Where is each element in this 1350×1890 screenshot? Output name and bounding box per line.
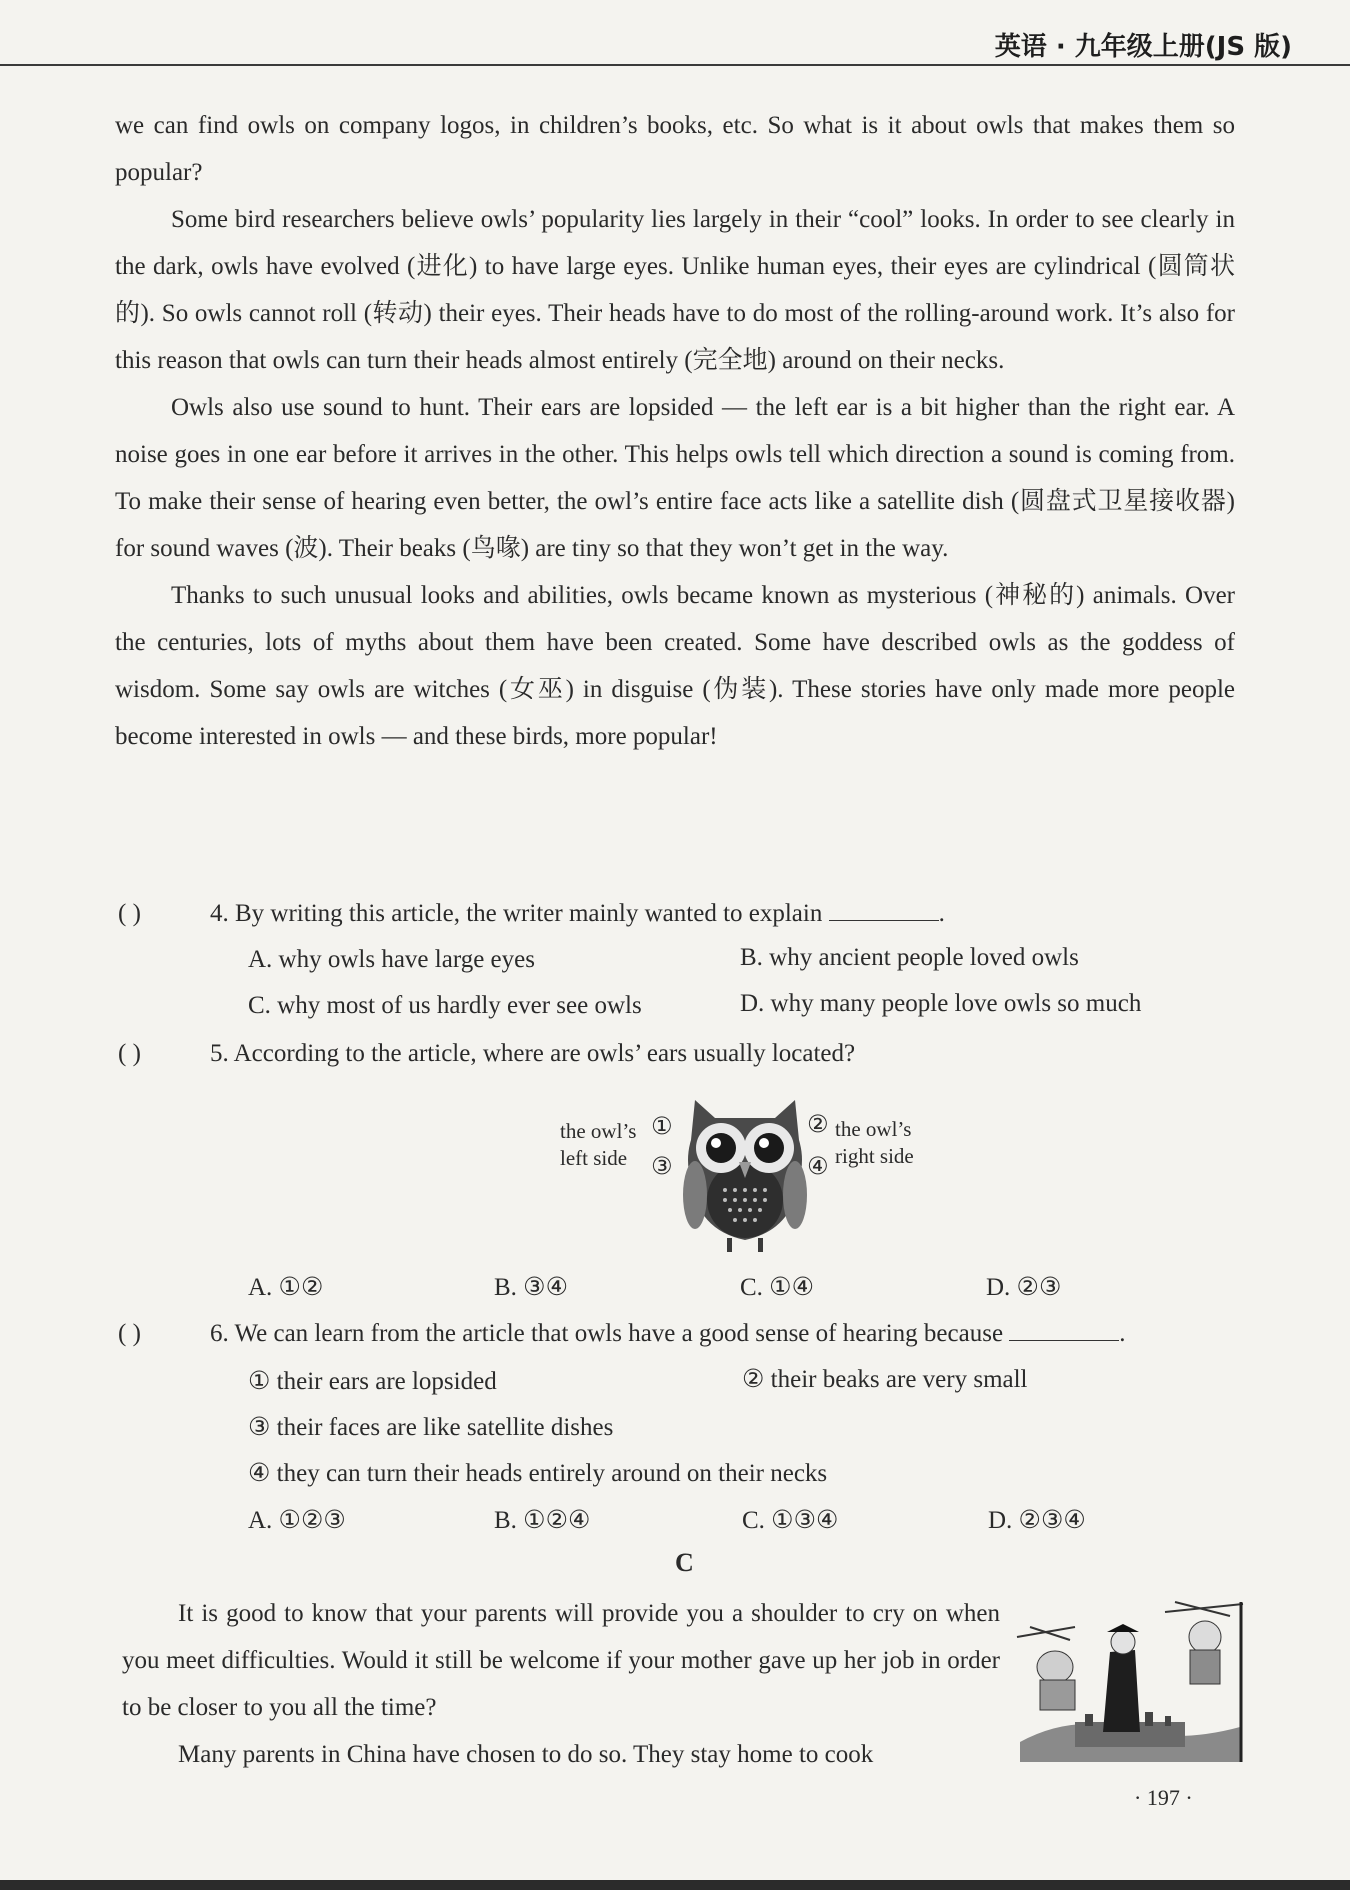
section-heading-c: C: [675, 1548, 694, 1577]
passage-paragraph: we can find owls on company logos, in children’s books, etc. So what is it about owls that makes them so popular?: [115, 112, 1235, 186]
question-stem: 6. We can learn from the article that owls have a good sense of hearing because: [210, 1320, 1004, 1347]
scan-edge: [0, 1880, 1350, 1890]
passage-paragraph: Some bird researchers believe owls’ popularity lies largely in their “cool” looks. In order to see clearly in the dark, owls have evolved (进化) to have large eyes. Unlike human eyes, their eyes are cylindrical (圆筒状的). So owls cannot roll (转动) their eyes. Their heads have to do most of the rolling-around work. It’s also for this reason that owls can turn their heads almost entirely (完全地) around on their necks.: [115, 206, 1235, 374]
question-5: [118, 1040, 1248, 1068]
answer-bracket[interactable]: ( ): [118, 900, 141, 927]
option-b: B. why ancient people loved owls: [740, 944, 1079, 971]
option-c: C. ①④: [740, 1274, 814, 1301]
label-line: left side: [560, 1146, 628, 1170]
passage-paragraph: Thanks to such unusual looks and abilities, owls became known as mysterious (神秘的) animals. Over the centuries, lots of myths about them have been created. Some have described owls as the goddess of wisdom. Some say owls are witches (女巫) in disguise (伪装). These stories have only made more people become interested in owls — and these birds, more popular!: [115, 582, 1235, 750]
helicopter-parents-illustration: [1015, 1592, 1245, 1762]
option-d: D. ②③④: [988, 1507, 1086, 1534]
marker-2: ②: [807, 1110, 829, 1138]
marker-3: ③: [651, 1152, 673, 1180]
statement-3: ③ their faces are like satellite dishes: [248, 1414, 614, 1441]
label-line: the owl’s: [835, 1117, 912, 1141]
answer-blank[interactable]: [829, 898, 939, 921]
label-line: the owl’s: [560, 1119, 637, 1143]
question-stem: 5. According to the article, where are owls’ ears usually located?: [210, 1040, 856, 1067]
page-number: · 197 ·: [1134, 1785, 1193, 1810]
option-c: C. why most of us hardly ever see owls: [248, 992, 642, 1019]
option-c: C. ①③④: [742, 1507, 839, 1534]
passage-paragraph: It is good to know that your parents will provide you a shoulder to cry on when you meet difficulties. Would it still be welcome if your mother gave up her job in order to be closer to you all the time?: [122, 1600, 1000, 1721]
option-a: A. ①②: [248, 1274, 324, 1301]
passage-c: [122, 1590, 1000, 1778]
answer-blank[interactable]: [1009, 1318, 1119, 1341]
passage-paragraph: Many parents in China have chosen to do so. They stay home to cook: [178, 1741, 874, 1768]
left-side-label: [560, 1118, 636, 1172]
option-a: A. why owls have large eyes: [248, 946, 535, 973]
question-6: [118, 1318, 1248, 1348]
option-b: B. ①②④: [494, 1507, 591, 1534]
header-rule: [0, 64, 1350, 66]
label-line: right side: [835, 1144, 914, 1168]
page-header-title: 英语 · 九年级上册(JS 版): [994, 32, 1292, 62]
right-side-label: [835, 1116, 914, 1170]
answer-bracket[interactable]: ( ): [118, 1320, 141, 1347]
option-b: B. ③④: [494, 1274, 568, 1301]
marker-1: ①: [651, 1112, 673, 1140]
answer-bracket[interactable]: ( ): [118, 1040, 141, 1067]
question-stem: 4. By writing this article, the writer mainly wanted to explain: [210, 900, 823, 927]
option-d: D. ②③: [986, 1274, 1062, 1301]
owl-icon: [675, 1090, 815, 1260]
marker-4: ④: [807, 1152, 829, 1180]
statement-1: ① their ears are lopsided: [248, 1368, 497, 1395]
option-d: D. why many people love owls so much: [740, 990, 1142, 1017]
statement-4: ④ they can turn their heads entirely around on their necks: [248, 1460, 828, 1487]
statement-2: ② their beaks are very small: [742, 1366, 1028, 1393]
passage-b: [115, 102, 1235, 760]
passage-paragraph: Owls also use sound to hunt. Their ears are lopsided — the left ear is a bit higher than the right ear. A noise goes in one ear before it arrives in the other. This helps owls tell which direction a sound is coming from. To make their sense of hearing even better, the owl’s entire face acts like a satellite dish (圆盘式卫星接收器) for sound waves (波). Their beaks (鸟喙) are tiny so that they won’t get in the way.: [115, 394, 1235, 562]
owl-ear-figure: [555, 1090, 945, 1260]
stem-end: .: [938, 900, 945, 927]
stem-end: .: [1119, 1320, 1126, 1347]
option-a: A. ①②③: [248, 1507, 346, 1534]
question-4: [118, 898, 1248, 928]
